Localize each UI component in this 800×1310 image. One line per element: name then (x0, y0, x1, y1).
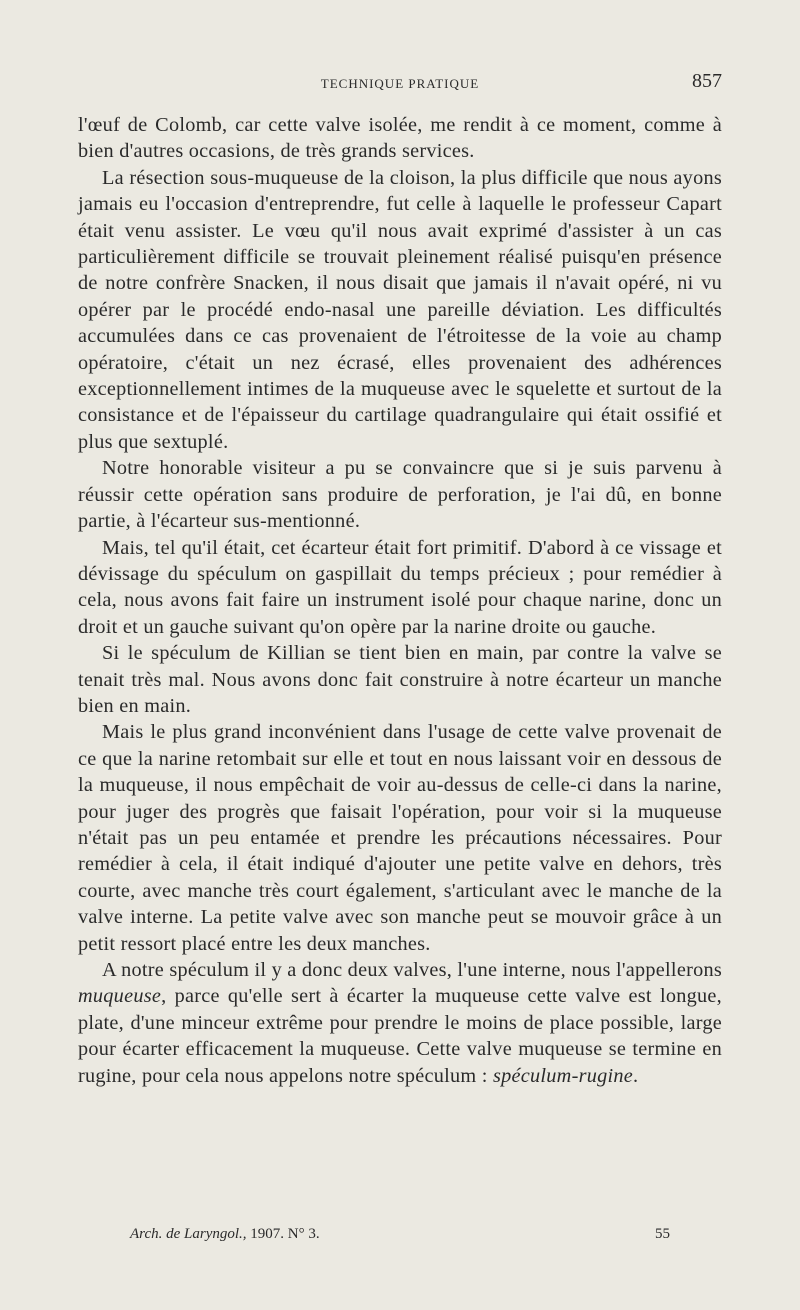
journal-name: Arch. de Laryngol., (130, 1226, 247, 1242)
journal-details: 1907. N° 3. (246, 1226, 320, 1242)
page-number: 857 (692, 70, 722, 92)
paragraph: Notre honorable visiteur a pu se convaincre que si je suis parvenu à réussir cette opération sans produire de perforation, je l'ai dû, en bonne partie, à l'écarteur sus-mentionné. (78, 457, 722, 533)
running-title: TECHNIQUE PRATIQUE (320, 76, 480, 91)
italic-term-speculum-rugine: spéculum-rugine (492, 1064, 634, 1087)
italic-term-muqueuse: muqueuse (78, 985, 162, 1008)
page-header (78, 70, 722, 98)
paragraph-text: A notre spéculum il y a donc deux valves, l'une interne, nous l'appellerons (102, 959, 722, 981)
paragraph: Si le spéculum de Killian se tient bien en main, par contre la valve se tenait très mal. Nous avons donc fait construire à notre écarteur un manche bien en main. (78, 642, 722, 717)
paragraph: Mais le plus grand inconvénient dans l'usage de cette valve provenait de ce que la narine retombait sur elle et tout en nous laissant voir en dessous de la muqueuse, il nous empêchait de voir au-dessus de celle-ci dans la narine, pour juger des progrès que faisait l'opération, pour voir si la muqueuse n'était pas un peu entamée et prendre les précautions nécessaires. Pour remédier à cela, il était indiqué d'ajouter une petite valve en dehors, très courte, avec manche très court également, s'articulant avec le manche de la valve interne. La petite valve avec son manche peut se mouvoir grâce à un petit ressort placé entre les deux manches. (78, 721, 722, 955)
journal-reference (130, 1226, 320, 1243)
body-text (78, 112, 722, 1089)
page-footer (130, 1226, 670, 1248)
paragraph: La résection sous-muqueuse de la cloison, la plus difficile que nous ayons jamais eu l'occasion d'entreprendre, fut celle à laquelle le professeur Capart était venu assister. Le vœu qu'il nous avait exprimé d'assister à un cas particulièrement difficile se trouvait pleinement réalisé puisqu'en présence de notre confrère Snacken, il nous disait que jamais il n'avait opéré, ni vu opérer par le procédé endo-nasal une pareille déviation. Les difficultés accumulées dans ce cas provenaient de l'étroitesse de la voie au champ opératoire, c'était un nez écrasé, elles provenaient des adhérences exceptionnellement intimes de la muqueuse avec le squelette et surtout de la consistance et de l'épaisseur du cartilage quadrangulaire qui était ossifié et plus que sextuplé. (78, 166, 722, 453)
paragraph-text: . (633, 1064, 639, 1087)
paragraph-text: , parce qu'elle sert à écarter la muqueuse cette valve est longue, plate, d'une minceur extrême pour prendre le moins de place possible, large pour écarter efficacement la muqueuse. Cette valve muqueuse se termine en rugine, pour cela nous appelons notre spéculum : (78, 985, 722, 1087)
signature-number: 55 (655, 1226, 670, 1242)
paragraph-last (78, 957, 722, 1089)
paragraph: Mais, tel qu'il était, cet écarteur était fort primitif. D'abord à ce vissage et dévissage du spéculum on gaspillait du temps précieux ; pour remédier à cela, nous avons fait faire un instrument isolé pour chaque narine, donc un droit et un gauche suivant qu'on opère par la narine droite ou gauche. (78, 536, 722, 638)
paragraph: l'œuf de Colomb, car cette valve isolée, me rendit à ce moment, comme à bien d'autres occasions, de très grands services. (78, 114, 722, 163)
